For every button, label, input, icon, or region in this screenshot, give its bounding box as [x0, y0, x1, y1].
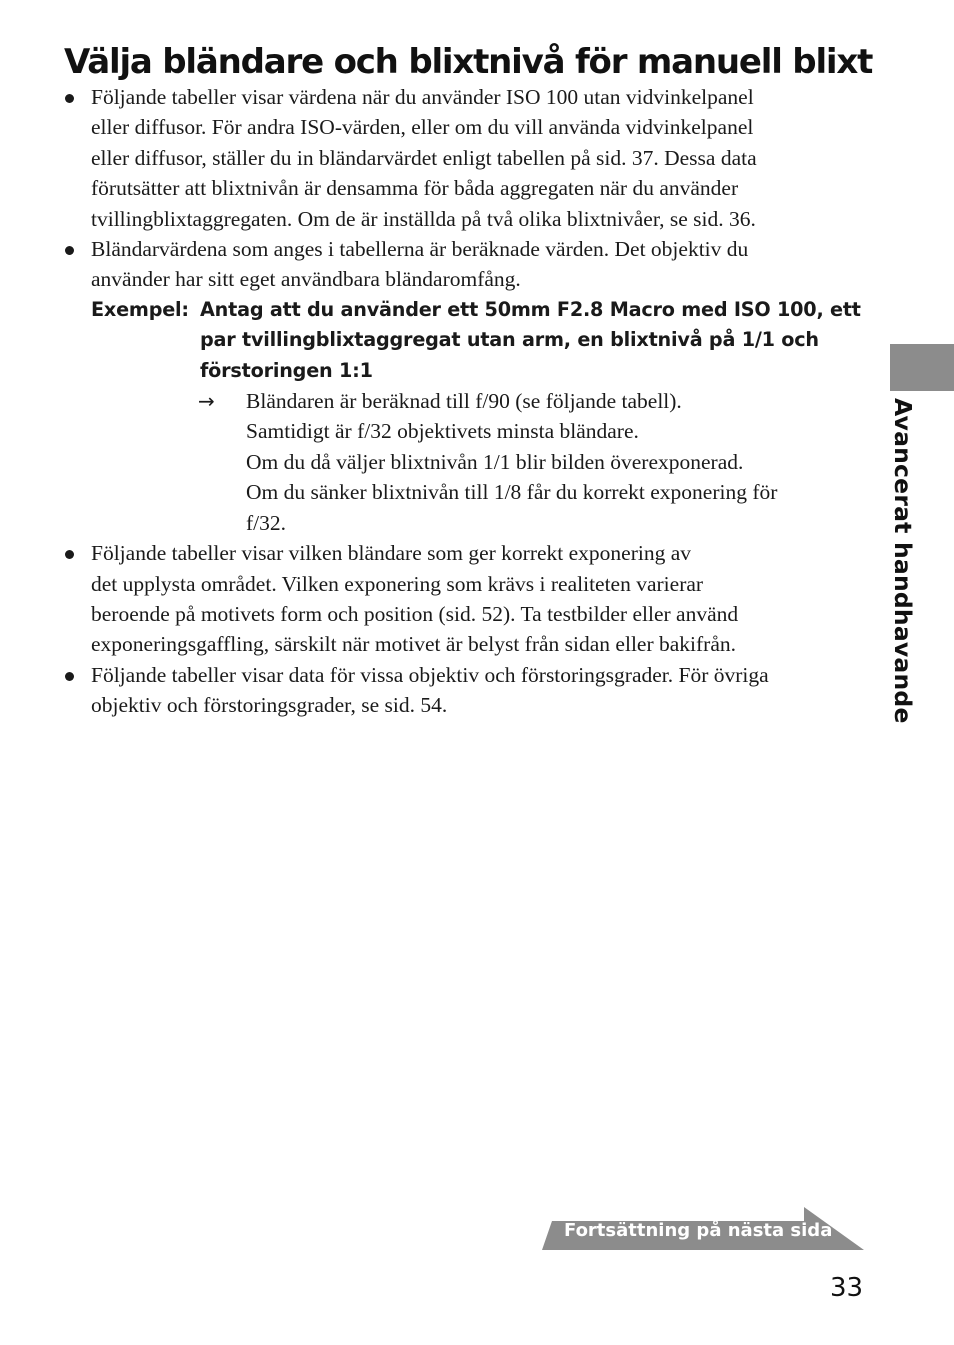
result-line: Om du då väljer blixtnivån 1/1 blir bilden överexponerad. — [246, 449, 744, 474]
continue-badge — [542, 1207, 864, 1250]
body-text — [0, 82, 880, 721]
text-line: det upplysta området. Vilken exponering som krävs i realiteten varierar — [91, 571, 704, 596]
bullet-item-iso — [0, 82, 880, 234]
continue-label: Fortsättning på nästa sida — [564, 1220, 833, 1241]
text-line: förutsätter att blixtnivån är densamma för båda aggregaten när du använder — [91, 176, 739, 201]
text-line: objektiv och förstoringsgrader, se sid. 54. — [91, 693, 448, 718]
bullet-dot-icon — [65, 672, 74, 681]
example-label: Exempel: — [91, 297, 189, 321]
bullet-paragraph — [91, 82, 851, 234]
text-line: använder har sitt eget användbara bländaromfång. — [91, 267, 521, 292]
example-line: förstoringen 1:1 — [200, 358, 373, 382]
bullet-item-aperture — [0, 234, 880, 295]
bullet-item-exposure — [0, 538, 880, 660]
example-line: par tvillingblixtaggregat utan arm, en blixtnivå på 1/1 och — [200, 328, 819, 352]
text-line: Följande tabeller visar värdena när du använder ISO 100 utan vidvinkelpanel — [91, 85, 754, 109]
bullet-paragraph — [91, 234, 851, 295]
text-line: eller diffusor. För andra ISO-värden, eller om du vill använda vidvinkelpanel — [91, 115, 754, 140]
section-side-label-text: Avancerat handhavande — [889, 398, 917, 724]
bullet-paragraph — [91, 660, 851, 721]
bullet-dot-icon — [65, 550, 74, 559]
section-tab-marker — [890, 344, 954, 391]
bullet-paragraph — [91, 538, 851, 660]
arrow-right-icon: → — [198, 389, 215, 414]
result-line: Om du sänker blixtnivån till 1/8 får du korrekt exponering för — [246, 480, 778, 505]
result-line: Bländaren är beräknad till f/90 (se följande tabell). — [246, 389, 682, 414]
text-line: tvillingblixtaggregaten. Om de är inställda på två olika blixtnivåer, se sid. 36. — [91, 206, 756, 231]
bullet-dot-icon — [65, 94, 74, 103]
section-side-label — [883, 398, 923, 758]
text-line: Bländarvärdena som anges i tabellerna är beräknade värden. Det objektiv du — [91, 237, 749, 262]
page-title: Välja bländare och blixtnivå för manuell blixt — [64, 42, 873, 82]
result-line: f/32. — [246, 510, 287, 535]
page-number: 33 — [830, 1273, 864, 1303]
text-line: Följande tabeller visar vilken bländare som ger korrekt exponering av — [91, 541, 692, 566]
result-line: Samtidigt är f/32 objektivets minsta bländare. — [246, 419, 639, 444]
text-line: eller diffusor, ställer du in bländarvärdet enligt tabellen på sid. 37. Dessa data — [91, 145, 757, 170]
text-line: exponeringsgaffling, särskilt när motivet är belyst från sidan eller bakifrån. — [91, 632, 736, 657]
example-line: Antag att du använder ett 50mm F2.8 Macro med ISO 100, ett — [200, 297, 861, 321]
example-result — [198, 386, 866, 538]
bullet-dot-icon — [65, 246, 74, 255]
text-line: beroende på motivets form och position (sid. 52). Ta testbilder eller använd — [91, 601, 739, 626]
text-line: Följande tabeller visar data för vissa objektiv och förstoringsgrader. För övriga — [91, 662, 769, 687]
example-block — [91, 295, 871, 386]
example-text — [200, 295, 871, 386]
bullet-item-lenses — [0, 660, 880, 721]
